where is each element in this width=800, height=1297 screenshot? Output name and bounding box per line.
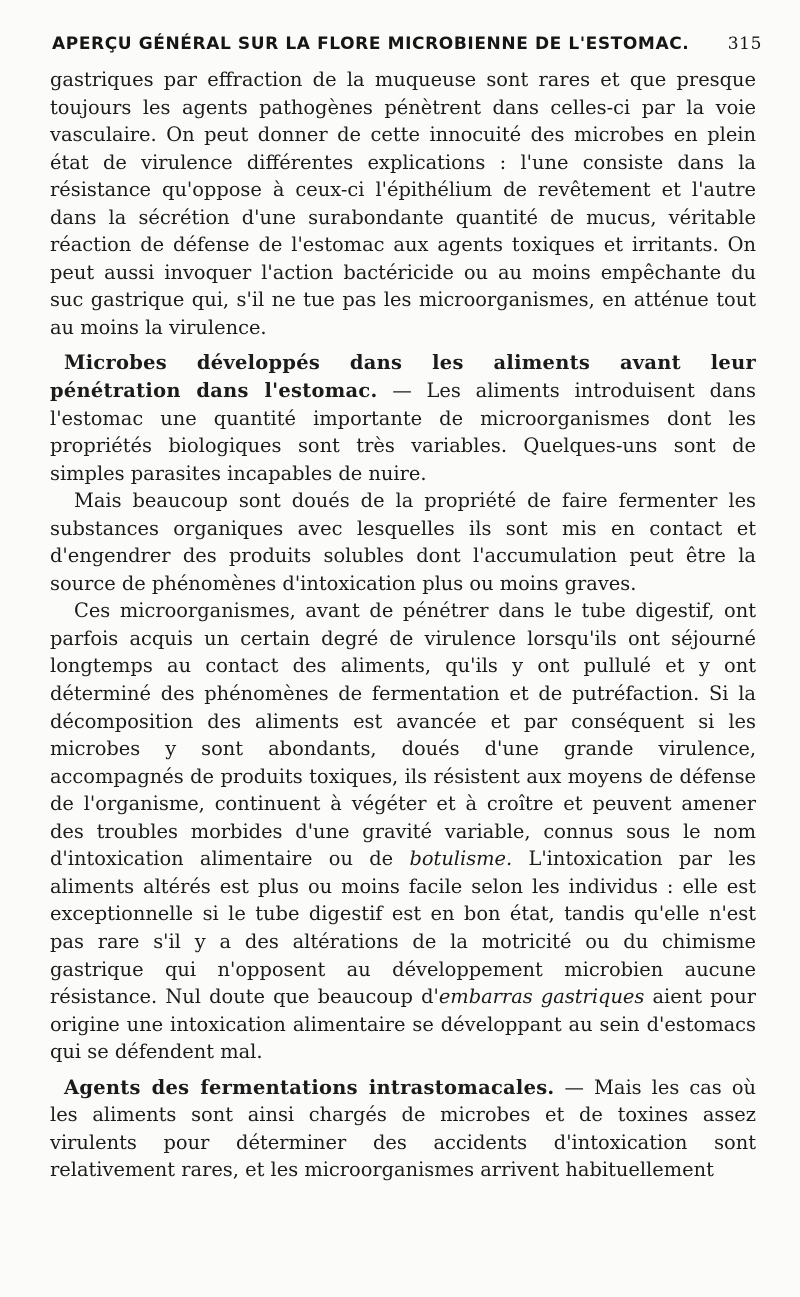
paragraph-3-part-a: Ces microorganismes, avant de pénétrer dans le tube digestif, ont parfois acquis un certain degré de virulence lorsqu'ils ont séjourné longtemps au contact des aliments, qu'ils y ont pullulé et y ont déterminé des phénomènes de fermentation et de putréfaction. Si la décomposition des aliments est avancée et par conséquent si les microbes y sont abondants, doués d'une grande virulence, accompagnés de produits toxiques, ils résistent aux moyens de défense de l'organisme, continuent à végéter et à croître et peuvent amener des troubles morbides d'une gravité variable, connus sous le nom d'intoxication alimentaire ou de (50, 599, 756, 871)
section-text: — Mais les cas où les aliments sont ainsi chargés de microbes et de toxines assez virulents pour déterminer des accidents d'intoxication sont relativement rares, et les microorganismes arrivent habituellement (50, 1075, 756, 1182)
running-header (52, 34, 762, 58)
section-text: — Les aliments introduisent dans l'estomac une quantité importante de microorganismes dont les propriétés biologiques sont très variables. Quelques-uns sont de simples parasites incapables de nuire. (50, 379, 757, 485)
paragraph-1: gastriques par effraction de la muqueuse sont rares et que presque toujours les agents pathogènes pénètrent dans celles-ci par la voie vasculaire. On peut donner de cette innocuité des microbes en plein état de virulence différentes explications : l'une consiste dans la résistance qu'oppose à ceux-ci l'épithélium de revêtement et l'autre dans la sécrétion d'une surabondante quantité de mucus, véritable réaction de défense de l'estomac aux agents toxiques et irritants. On peut aussi invoquer l'action bactéricide ou au moins empêchante du suc gastrique qui, s'il ne tue pas les microorganismes, en atténue tout au moins la virulence. (50, 68, 756, 339)
section-microbes-aliments (50, 349, 756, 487)
paragraph-3-part-c: aient pour origine une intoxication alimentaire se développant au sein d'estomacs qui se défendent mal. (50, 985, 756, 1064)
term-embarras-gastriques: embarras gastriques (438, 985, 645, 1009)
paragraph-3-part-b: L'intoxication par les aliments altérés est plus ou moins facile selon les individus : elle est exceptionnelle si le tube digestif est en bon état, tandis qu'elle n'est pas rare s'il y a des altérations de la motricité ou du chimisme gastrique qui n'opposent au développement microbien aucune résistance. Nul doute que beaucoup d' (50, 847, 756, 1009)
section-fermentations (50, 1074, 756, 1184)
paragraph-2: Mais beaucoup sont doués de la propriété de faire fermenter les substances organiques avec lesquelles ils sont mis en contact et d'engendrer des produits solubles dont l'accumulation peut être la source de phénomènes d'intoxication plus ou moins graves. (50, 489, 756, 595)
page-number: 315 (727, 34, 762, 54)
body-text (50, 66, 756, 1184)
section-heading: Microbes développés dans les aliments avant leur pénétration dans l'estomac. (50, 351, 756, 403)
paragraph-3 (50, 597, 756, 1065)
section-heading: Agents des fermentations intrastomacales. (64, 1075, 555, 1099)
term-botulisme: botulisme. (409, 847, 513, 871)
running-title: APERÇU GÉNÉRAL SUR LA FLORE MICROBIENNE DE L'ESTOMAC. (52, 34, 690, 54)
